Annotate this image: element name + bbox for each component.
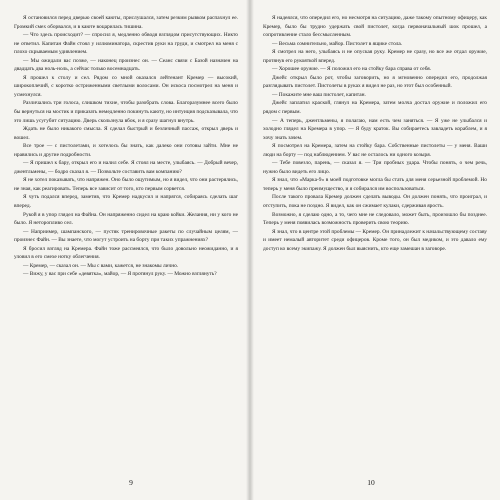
page-number: 9 (129, 478, 133, 487)
left-page-text (14, 14, 238, 462)
paragraph: Все трое — с пистолетами, и хотелось бы знать, как далеко они готовы зайти. Мне не нравились и другие подробности. (14, 143, 238, 158)
paragraph: Я знал, что в центре этой проблемы — Кремер. Он принадлежит к начальствующему составу и имеет немалый авторитет среди офицеров. Кроме того, он был медиком, и это давало ему доступ ко всему экипажу. Я должен был выяснить, кто еще замешан в заговоре. (263, 228, 487, 252)
paragraph: Я прошел к столу и сел. Рядом со мной оказался лейтенант Кремер — высокий, широкоплечий, с коротко остриженными светлыми волосами. Он искоса посмотрел на меня и усмехнулся. (14, 74, 238, 98)
right-page-text (263, 14, 487, 462)
paragraph: Я посмотрел на Кремера, затем на стойку бара. Собственные пистолеты — у меня. Ваши люди на борту — под наблюдением. У вас не осталось ни одного козыря. (263, 143, 487, 158)
paragraph: Рукой я в упор глядел на Файна. Он напряженно сидел на краю койки. Желания, ни у кого не было. Я неторопливо сел. (14, 211, 238, 227)
paragraph: Ждать не было никакого смысла. Я сделал быстрый и безличный пассаж, открыл дверь и вошел. (14, 126, 238, 141)
paragraph: Я остановился перед дверью своей каюты, прислушался, затем резким рывком распахнул ее. Громкий смех оборвался, и в каюте воцарилась тишина. (14, 15, 238, 30)
paragraph: — А теперь, джентльмены, я полагаю, нам есть чем заняться. — Я уже не улыбался и холодно глядел на Кремера в упор. — Я буду краток. Вы собираетесь завладеть кораблем, и я хочу знать зачем. (263, 117, 487, 141)
paragraph: — Я пришел к бару, открыл его и налил себе. Я стоял на месте, улыбаясь. — Добрый вечер, джентльмены, — бодро сказал я. — Позвольте составить вам компанию? (14, 160, 238, 175)
paragraph: Я не хотел показывать, что напряжен. Оно было ощутимым, но я видел, что они растерялись, не зная, как реагировать. Теперь все зависит от того, кто первым сорвется. (14, 177, 238, 192)
paragraph: Я чуть подался вперед, заметив, что Кремер надкусил и напрягся, собираясь сделать шаг вперед. (14, 194, 238, 210)
paragraph: Джейс заплатил краской, глянул на Кремера, затем молча достал оружие и положил его рядом с первым. (263, 100, 487, 116)
page-number: 10 (367, 478, 375, 487)
paragraph: — Весьма сомнительно, майор. Пистолет в ящике стола. (272, 40, 403, 47)
right-page (250, 0, 500, 500)
paragraph: После такого провала Кремер должен сделать выводы. Он должен понять, что проиграл, и отступить, пока не поздно. Я видел, как он сжимает кулаки, сдерживая ярость. (263, 194, 487, 210)
paragraph: — Кремер, — сказал он. — Мы с вами, кажется, не знакомы лично. (23, 262, 179, 269)
paragraph: Я надеялся, что опередил его, но несмотря на ситуацию, даже такому опытному офицеру, как Кремер, было бы трудно удержать свой пистолет, когда первоначальный шок прошел, а сопротивление стало бессмысленным. (263, 15, 487, 39)
paragraph: Я бросил взгляд на Кремера. Файн тоже рассмеялся, что было довольно неожиданно, и я уловил в его смехе нотку облегчения. (14, 245, 238, 261)
paragraph: — Тебе повезло, парень, — сказал я. — Три пробных удара. Чтобы понять, о чем речь, нужно было видеть его лицо. (263, 160, 487, 175)
paragraph: Различались три голоса, слишком тихие, чтобы разобрать слова. Благоразумнее всего было бы вернуться на мостик и приказать немедленно покинуть каюту, но интуиция подсказывала, что это лишь усугубит ситуацию. Дверь скользнула вбок, и я сразу шагнул внутрь. (14, 100, 238, 124)
paragraph: — Что здесь происходит? — спросил я, медленно обводя взглядом присутствующих. Никто не ответил. Капитан Файн стоял у иллюминатора, скрестив руки на груди, и смотрел на меня с плохо скрываемым удивлением. (14, 32, 238, 56)
paragraph: — Мы ожидали вас позже, — наконец произнес он. — Сеанс связи с Базой назначен на двадцать два ноль-ноль, а сейчас только восемнадцать. (14, 57, 238, 73)
paragraph: Я знал, что «Марка-9» в моей подготовке могла бы стать для меня серьезной проблемой. Но теперь у меня было преимущество, и я собирался им воспользоваться. (263, 177, 487, 192)
paragraph: Я смотрел на него, улыбаясь и не опуская руку. Кремер не сразу, но все же отдал оружие, протянув его рукояткой вперед. (263, 49, 487, 64)
book-gutter (246, 0, 254, 500)
paragraph: — Покажите мне ваш пистолет, капитан. (272, 91, 366, 98)
paragraph: — Вижу, у вас при себе «девятка», майор, — Я протянул руку. — Можно взглянуть? (23, 271, 217, 278)
paragraph: Возможно, я сделаю одно, а то, чего мне не следовало, может быть, произошло бы позднее. Теперь у меня появилась возможность проверить свою теорию. (263, 211, 487, 227)
paragraph: — Хорошее оружие. — Я положил его на стойку бара справа от себя. (272, 66, 432, 73)
paragraph: — Наприимер, шампанского, — пустяк тренировочные ракеты по случайным целям, — произнес Файн. — Вы знаете, что могут устроить на борту при таких упражнениях? (14, 228, 238, 244)
paragraph: Джейс открыл было рот, чтобы заговорить, но я мгновенно опередил его, продолжая разглядывать пистолет. Пистолеты в руках я видел не раз, но этот был особенный. (263, 74, 487, 90)
